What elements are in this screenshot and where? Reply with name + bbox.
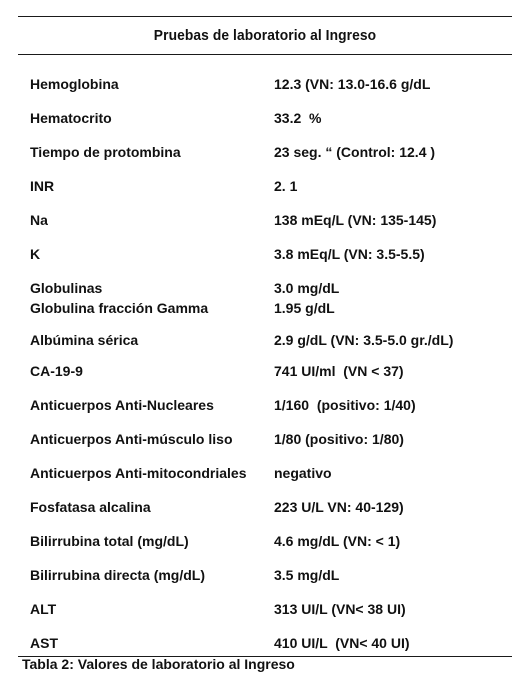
test-name: Bilirrubina total (mg/dL): [30, 533, 189, 549]
test-name: Globulinas: [30, 280, 103, 296]
test-name: Anticuerpos Anti-Nucleares: [30, 397, 214, 413]
test-name-cell: [18, 108, 260, 128]
table-row: [18, 330, 512, 350]
table-row: [18, 463, 512, 483]
test-value-cell: [260, 633, 512, 653]
test-name: Fosfatasa alcalina: [30, 499, 151, 515]
test-name-cell: [18, 429, 260, 449]
test-name: Tiempo de protombina: [30, 144, 181, 160]
table-header: Pruebas de laboratorio al Ingreso: [153, 27, 377, 44]
table-row: [18, 531, 512, 551]
table-row: [18, 429, 512, 449]
table-row: [18, 210, 512, 230]
test-value-cell: [260, 108, 512, 128]
test-value-cell: [260, 244, 512, 264]
table-row: [18, 244, 512, 264]
test-name-cell: [18, 176, 260, 196]
test-value-cell: [260, 429, 512, 449]
test-value: 1/160 (positivo: 1/40): [274, 397, 416, 413]
test-name-cell: [18, 463, 260, 483]
test-name: Bilirrubina directa (mg/dL): [30, 567, 206, 583]
test-value: 3.8 mEq/L (VN: 3.5-5.5): [274, 246, 425, 262]
test-value: 410 UI/L (VN< 40 UI): [274, 635, 410, 651]
test-value: 2. 1: [274, 178, 298, 194]
lab-table: [18, 16, 512, 657]
test-value-cell: [260, 395, 512, 415]
test-name-cell: [18, 210, 260, 230]
test-name: ALT: [30, 601, 57, 617]
test-value-cell: [260, 176, 512, 196]
test-name: INR: [30, 178, 55, 194]
test-name-cell: [18, 278, 260, 318]
test-name-cell: [18, 565, 260, 585]
test-name: Albúmina sérica: [30, 332, 139, 348]
table-row: [18, 395, 512, 415]
test-name: Na: [30, 212, 48, 228]
test-name: AST: [30, 635, 58, 651]
test-value: 138 mEq/L (VN: 135-145): [274, 212, 437, 228]
test-name: Globulina fracción Gamma: [30, 300, 209, 316]
test-name: Hematocrito: [30, 110, 112, 126]
test-name-cell: [18, 142, 260, 162]
test-name-cell: [18, 361, 260, 381]
table-body: [18, 55, 512, 656]
test-value-cell: [260, 74, 512, 94]
test-value-cell: [260, 599, 512, 619]
test-value: negativo: [274, 465, 332, 481]
test-name: Anticuerpos Anti-músculo liso: [30, 431, 233, 447]
table-row: [18, 361, 512, 381]
test-value: 2.9 g/dL (VN: 3.5-5.0 gr./dL): [274, 332, 454, 348]
test-value-cell: [260, 278, 512, 318]
test-value-cell: [260, 361, 512, 381]
test-name-cell: [18, 497, 260, 517]
test-name-cell: [18, 244, 260, 264]
test-value-cell: [260, 497, 512, 517]
test-value-cell: [260, 531, 512, 551]
test-value-cell: [260, 565, 512, 585]
test-name-cell: [18, 633, 260, 653]
test-value: 23 seg. “ (Control: 12.4 ): [274, 144, 436, 160]
test-value: 33.2 %: [274, 110, 322, 126]
test-value: 1/80 (positivo: 1/80): [274, 431, 404, 447]
test-name: Hemoglobina: [30, 76, 119, 92]
table-row: [18, 176, 512, 196]
test-value: 12.3 (VN: 13.0-16.6 g/dL: [274, 76, 431, 92]
test-value-cell: [260, 330, 512, 350]
table-row: [18, 633, 512, 653]
table-caption: Tabla 2: Valores de laboratorio al Ingreso: [22, 656, 295, 672]
test-value-cell: [260, 210, 512, 230]
table-row: [18, 278, 512, 318]
test-value: 3.0 mg/dL: [274, 280, 340, 296]
test-value: 741 UI/ml (VN < 37): [274, 363, 404, 379]
test-name-cell: [18, 395, 260, 415]
table-row: [18, 565, 512, 585]
test-name-cell: [18, 599, 260, 619]
test-name-cell: [18, 531, 260, 551]
table-row: [18, 497, 512, 517]
test-name: K: [30, 246, 41, 262]
test-value: 313 UI/L (VN< 38 UI): [274, 601, 406, 617]
test-name: CA-19-9: [30, 363, 83, 379]
table-row: [18, 599, 512, 619]
test-name-cell: [18, 330, 260, 350]
test-name-cell: [18, 74, 260, 94]
test-value: 3.5 mg/dL: [274, 567, 340, 583]
test-value: 223 U/L VN: 40-129): [274, 499, 404, 515]
test-value: 1.95 g/dL: [274, 300, 335, 316]
test-value-cell: [260, 142, 512, 162]
table-row: [18, 74, 512, 94]
test-name: Anticuerpos Anti-mitocondriales: [30, 465, 247, 481]
test-value: 4.6 mg/dL (VN: < 1): [274, 533, 401, 549]
test-value-cell: [260, 463, 512, 483]
table-row: [18, 108, 512, 128]
table-row: [18, 142, 512, 162]
